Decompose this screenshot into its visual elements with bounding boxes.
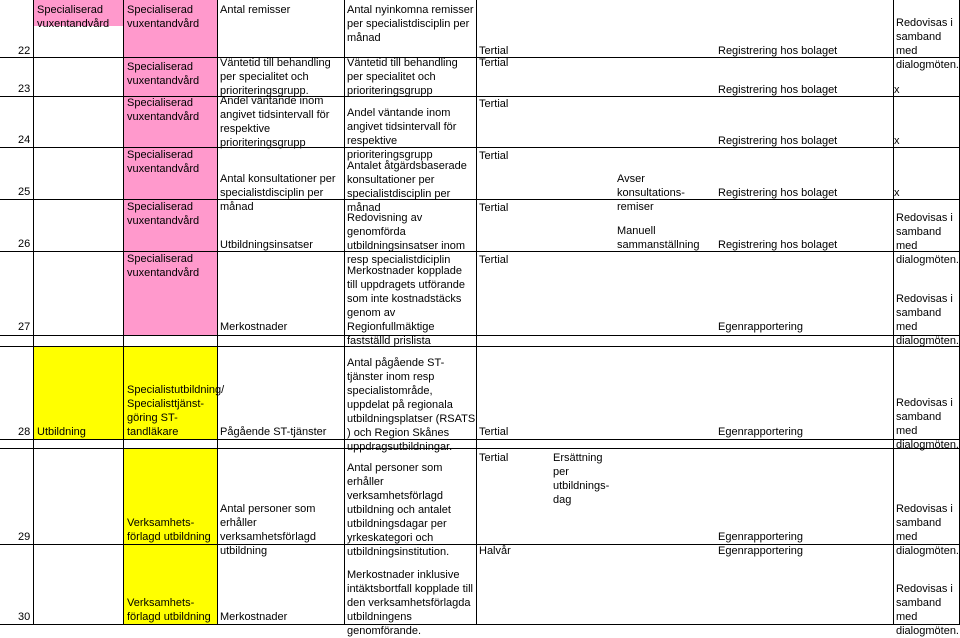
row-number: 22 — [18, 45, 31, 57]
frequency: Tertial — [479, 45, 509, 57]
frequency: Tertial — [479, 150, 509, 162]
target-mark: x — [894, 135, 900, 147]
frequency: Tertial — [479, 57, 509, 69]
row-divider — [0, 335, 960, 336]
frequency: Tertial — [479, 426, 509, 438]
frequency: Tertial — [479, 452, 509, 464]
data-source: Egenrapportering — [718, 426, 804, 438]
data-source: Registrering hos bolaget — [718, 45, 838, 57]
frequency: Tertial — [479, 254, 509, 266]
measure-text: Merkostnader kopplade till uppdragets utförande som inte kostnadstäcks genom av Regionfullmäktige fastställd prislista — [347, 265, 466, 347]
measure-text: Antal pågående ST-tjänster inom resp specialistområde, uppdelat på regionala utbildningsplatser (RSATS ) och Region Skånes uppdragsutbildningar. — [347, 357, 476, 453]
target-mark: x — [894, 84, 900, 96]
frequency: Tertial — [479, 202, 509, 214]
measure-text: Antalet åtgärdsbaserade konsultationer per specialistdisciplin per månad — [347, 160, 467, 214]
data-source: Registrering hos bolaget — [718, 84, 838, 96]
sub-area-label: Specialiserad vuxentandvård — [127, 61, 200, 87]
indicator-label: Pågående ST-tjänster — [220, 426, 327, 438]
measure-text: Väntetid till behandling per specialitet och prioriteringsgrupp — [347, 57, 458, 97]
sub-area-label: Specialiserad vuxentandvård — [127, 4, 200, 30]
row-number: 24 — [18, 134, 31, 146]
note-text: Manuell sammanställning — [617, 225, 700, 251]
report-note: Redovisas i samband med dialogmöten. — [896, 397, 959, 451]
indicator-label: Antal personer som erhåller verksamhetsförlagd utbildning — [220, 503, 316, 557]
sub-area-label: Specialiserad vuxentandvård — [127, 149, 200, 175]
row-number: 23 — [18, 83, 31, 95]
measure-text: Redovisning av genomförda utbildningsinsatser inom resp specialistdiciplin — [347, 212, 466, 266]
note-text: Avser konsultations-remiser — [617, 173, 685, 213]
sub-area-label: Specialistutbildning/ Specialisttjänst-göring ST-tandläkare — [127, 384, 225, 438]
sub-area-label: Specialiserad vuxentandvård — [127, 201, 200, 227]
col-divider — [217, 0, 218, 625]
col-divider — [123, 0, 124, 625]
note-text: Ersättning per utbildnings-dag — [553, 452, 610, 506]
measure-text: Andel väntande inom angivet tidsintervall för respektive prioriteringsgrupp — [347, 107, 457, 161]
indicator-label: Merkostnader — [220, 611, 288, 623]
report-note: Redovisas i samband med dialogmöten. — [896, 293, 959, 347]
frequency-secondary: Halvår — [479, 545, 511, 557]
data-source-secondary: Egenrapportering — [718, 545, 804, 557]
row-divider — [0, 448, 960, 449]
indicator-label: Utbildningsinsatser — [220, 239, 313, 251]
row-number: 25 — [18, 186, 31, 198]
row-divider — [0, 346, 960, 347]
area-label: Utbildning — [37, 426, 86, 438]
measure-text: Antal personer som erhåller verksamhetsförlagd utbildning och antalet utbildningsdagar per yrkeskategori och utbildningsinstitution. — [347, 462, 451, 558]
sub-area-label: Specialiserad vuxentandvård — [127, 253, 200, 279]
row-number: 28 — [18, 426, 31, 438]
data-source: Registrering hos bolaget — [718, 135, 838, 147]
measure-text: Antal nyinkomna remisser per specialistdisciplin per månad — [347, 4, 474, 44]
row-number: 27 — [18, 321, 31, 333]
indicator-label: Antal konsultationer per specialistdisciplin per månad — [220, 173, 336, 213]
area-label: Specialiserad vuxentandvård — [37, 4, 110, 30]
row-number: 26 — [18, 238, 31, 250]
report-note: Redovisas i samband med dialogmöten. — [896, 583, 959, 637]
row-number: 30 — [18, 611, 31, 623]
indicator-label: Andel väntande inom angivet tidsintervall för respektive prioriteringsgrupp — [220, 95, 330, 149]
indicator-label: Väntetid till behandling per specialitet och prioriteringsgrupp. — [220, 57, 331, 97]
frequency: Tertial — [479, 98, 509, 110]
col-divider — [33, 0, 34, 625]
report-note: Redovisas i samband med dialogmöten. — [896, 17, 959, 71]
data-source: Registrering hos bolaget — [718, 239, 838, 251]
row-number: 29 — [18, 531, 31, 543]
sub-area-label: Verksamhets-förlagd utbildning — [127, 517, 211, 543]
target-mark: x — [894, 187, 900, 199]
measure-text: Merkostnader inklusive intäktsbortfall kopplade till den verksamhetsförlagda utbildningens genomförande. — [347, 569, 473, 637]
row-divider — [0, 439, 960, 440]
report-note: Redovisas i samband med dialogmöten. — [896, 503, 959, 557]
indicator-label: Merkostnader — [220, 321, 288, 333]
sub-area-label: Verksamhets-förlagd utbildning — [127, 597, 211, 623]
report-note: Redovisas i samband med dialogmöten. — [896, 212, 959, 266]
indicator-label: Antal remisser — [220, 4, 291, 16]
sub-area-label: Specialiserad vuxentandvård — [127, 97, 200, 123]
col-divider — [344, 0, 345, 625]
data-source: Egenrapportering — [718, 321, 804, 333]
col-divider — [476, 0, 477, 625]
data-source: Registrering hos bolaget — [718, 187, 838, 199]
data-source: Egenrapportering — [718, 531, 804, 543]
